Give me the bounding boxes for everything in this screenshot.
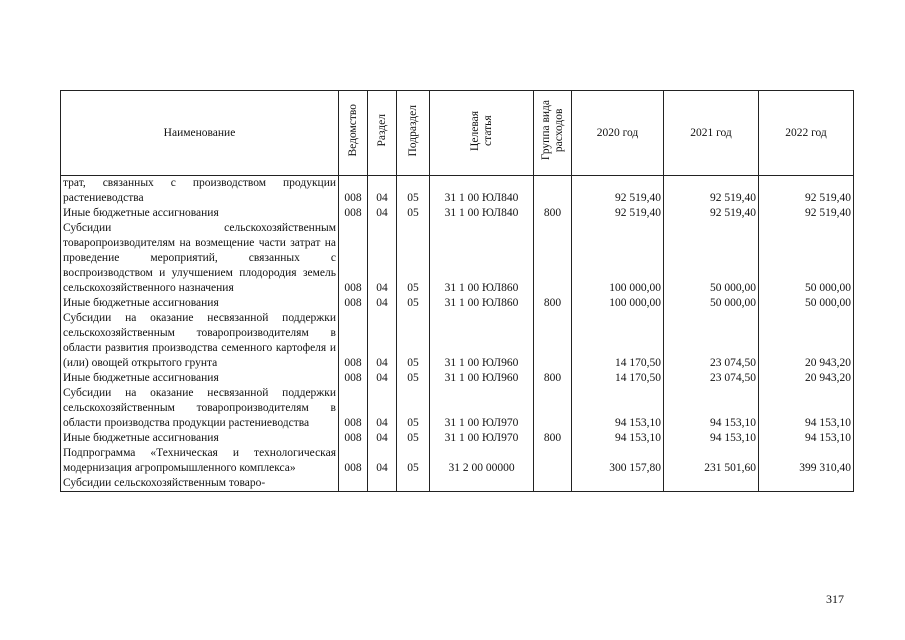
cell-razdel: 04	[368, 371, 397, 386]
table-row	[61, 176, 854, 207]
cell-2020: 14 170,50	[572, 311, 664, 371]
cell-vedomstvo	[339, 476, 368, 492]
cell-2020: 94 153,10	[572, 386, 664, 431]
cell-2020: 300 157,80	[572, 446, 664, 476]
cell-gruppa: 800	[534, 431, 572, 446]
cell-name: Субсидии сельскохозяйственным товаро-	[61, 476, 339, 492]
table-row	[61, 296, 854, 311]
cell-name: Иные бюджетные ассигнования	[61, 206, 339, 221]
header-razdel: Раздел	[368, 91, 397, 176]
cell-podrazdel: 05	[397, 446, 430, 476]
cell-2021: 50 000,00	[664, 221, 759, 296]
cell-gruppa: 800	[534, 206, 572, 221]
cell-tselevaya-statya: 31 1 00 ЮЛ840	[430, 176, 534, 207]
cell-2020: 100 000,00	[572, 221, 664, 296]
cell-2022: 92 519,40	[759, 206, 854, 221]
cell-2021: 92 519,40	[664, 176, 759, 207]
cell-gruppa	[534, 176, 572, 207]
cell-tselevaya-statya: 31 1 00 ЮЛ860	[430, 296, 534, 311]
header-gruppa-vida-rashodov: Группа вида расходов	[534, 91, 572, 176]
cell-vedomstvo: 008	[339, 176, 368, 207]
cell-razdel: 04	[368, 296, 397, 311]
cell-tselevaya-statya: 31 1 00 ЮЛ960	[430, 311, 534, 371]
header-2021: 2021 год	[664, 91, 759, 176]
cell-razdel: 04	[368, 311, 397, 371]
cell-vedomstvo: 008	[339, 386, 368, 431]
cell-podrazdel: 05	[397, 296, 430, 311]
cell-name: Иные бюджетные ассигнования	[61, 296, 339, 311]
cell-2022: 50 000,00	[759, 221, 854, 296]
cell-2021: 23 074,50	[664, 371, 759, 386]
cell-2022: 399 310,40	[759, 446, 854, 476]
cell-podrazdel: 05	[397, 386, 430, 431]
header-podrazdel: Подраздел	[397, 91, 430, 176]
cell-razdel: 04	[368, 206, 397, 221]
cell-gruppa	[534, 476, 572, 492]
page-number: 317	[826, 592, 844, 606]
cell-vedomstvo: 008	[339, 431, 368, 446]
cell-2022	[759, 476, 854, 492]
cell-name: Субсидии на оказание несвязанной поддержки сельскохозяйственным товаропроизводителям в области производства продукции растениеводства	[61, 386, 339, 431]
cell-vedomstvo: 008	[339, 371, 368, 386]
cell-2021: 231 501,60	[664, 446, 759, 476]
cell-podrazdel: 05	[397, 206, 430, 221]
header-2022: 2022 год	[759, 91, 854, 176]
header-name: Наименование	[61, 91, 339, 176]
table-row	[61, 371, 854, 386]
cell-gruppa	[534, 446, 572, 476]
cell-vedomstvo: 008	[339, 221, 368, 296]
cell-tselevaya-statya: 31 1 00 ЮЛ860	[430, 221, 534, 296]
header-vedomstvo: Ведомство	[339, 91, 368, 176]
cell-podrazdel	[397, 476, 430, 492]
cell-vedomstvo: 008	[339, 296, 368, 311]
cell-gruppa	[534, 311, 572, 371]
cell-2021	[664, 476, 759, 492]
header-2020: 2020 год	[572, 91, 664, 176]
cell-2022: 20 943,20	[759, 371, 854, 386]
cell-razdel	[368, 476, 397, 492]
table-row	[61, 431, 854, 446]
table-body	[61, 176, 854, 492]
cell-podrazdel: 05	[397, 176, 430, 207]
header-tselevaya-statya: Целевая статья	[430, 91, 534, 176]
cell-vedomstvo: 008	[339, 206, 368, 221]
cell-tselevaya-statya: 31 1 00 ЮЛ960	[430, 371, 534, 386]
cell-tselevaya-statya: 31 2 00 00000	[430, 446, 534, 476]
cell-name: Подпрограмма «Техническая и технологическая модернизация агропромышленного комплекса»	[61, 446, 339, 476]
cell-tselevaya-statya: 31 1 00 ЮЛ970	[430, 386, 534, 431]
cell-gruppa	[534, 386, 572, 431]
cell-2022: 92 519,40	[759, 176, 854, 207]
cell-razdel: 04	[368, 431, 397, 446]
cell-gruppa	[534, 221, 572, 296]
cell-2020: 100 000,00	[572, 296, 664, 311]
cell-razdel: 04	[368, 176, 397, 207]
cell-2020: 14 170,50	[572, 371, 664, 386]
table-row	[61, 446, 854, 476]
table-row	[61, 311, 854, 371]
cell-2022: 94 153,10	[759, 431, 854, 446]
cell-gruppa: 800	[534, 371, 572, 386]
cell-2021: 23 074,50	[664, 311, 759, 371]
table-row	[61, 206, 854, 221]
cell-2020: 92 519,40	[572, 176, 664, 207]
cell-tselevaya-statya: 31 1 00 ЮЛ970	[430, 431, 534, 446]
cell-2020	[572, 476, 664, 492]
cell-name: Субсидии на оказание несвязанной поддержки сельскохозяйственным товаропроизводителям в области развития производства семенного картофеля и (или) овощей открытого грунта	[61, 311, 339, 371]
cell-razdel: 04	[368, 221, 397, 296]
cell-vedomstvo: 008	[339, 311, 368, 371]
cell-2020: 94 153,10	[572, 431, 664, 446]
budget-table	[60, 90, 854, 492]
cell-2021: 50 000,00	[664, 296, 759, 311]
cell-podrazdel: 05	[397, 221, 430, 296]
cell-2022: 50 000,00	[759, 296, 854, 311]
cell-tselevaya-statya: 31 1 00 ЮЛ840	[430, 206, 534, 221]
cell-2022: 94 153,10	[759, 386, 854, 431]
cell-name: Иные бюджетные ассигнования	[61, 371, 339, 386]
cell-razdel: 04	[368, 386, 397, 431]
cell-2022: 20 943,20	[759, 311, 854, 371]
table-row	[61, 221, 854, 296]
cell-podrazdel: 05	[397, 311, 430, 371]
cell-name: Субсидии сельскохозяйственным товаропроизводителям на возмещение части затрат на проведение мероприятий, связанных с воспроизводством и улучшением плодородия земель сельскохозяйственного назначения	[61, 221, 339, 296]
cell-2021: 92 519,40	[664, 206, 759, 221]
table-row	[61, 386, 854, 431]
cell-2021: 94 153,10	[664, 386, 759, 431]
cell-2021: 94 153,10	[664, 431, 759, 446]
cell-podrazdel: 05	[397, 431, 430, 446]
cell-2020: 92 519,40	[572, 206, 664, 221]
cell-vedomstvo: 008	[339, 446, 368, 476]
cell-tselevaya-statya	[430, 476, 534, 492]
cell-name: Иные бюджетные ассигнования	[61, 431, 339, 446]
cell-podrazdel: 05	[397, 371, 430, 386]
table-row	[61, 476, 854, 492]
cell-razdel: 04	[368, 446, 397, 476]
cell-gruppa: 800	[534, 296, 572, 311]
table-header-row	[61, 91, 854, 176]
cell-name: трат, связанных с производством продукции растениеводства	[61, 176, 339, 207]
